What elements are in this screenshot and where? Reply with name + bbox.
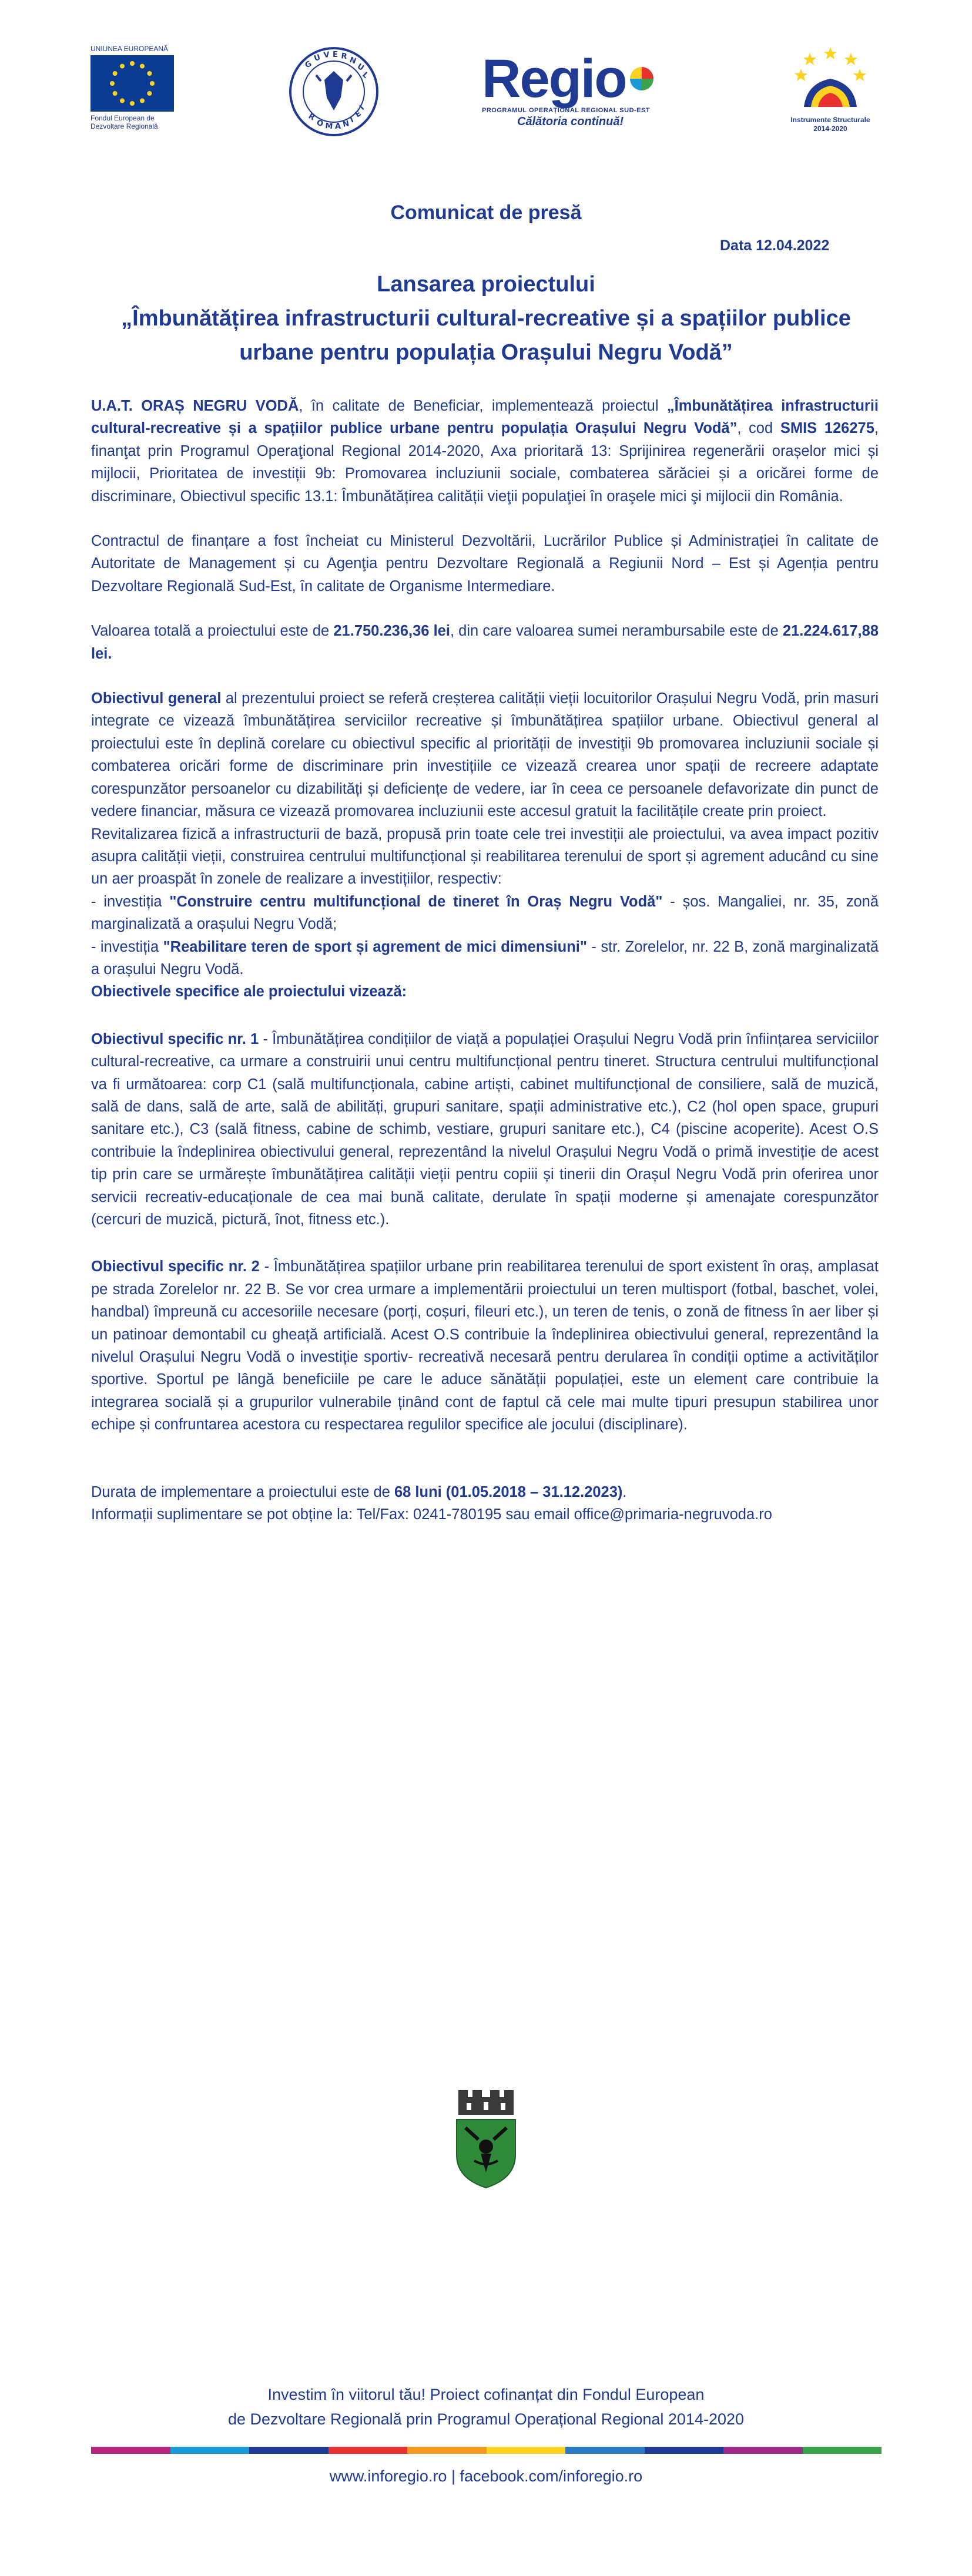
implementation-duration: 68 luni (01.05.2018 – 31.12.2023) — [394, 1483, 623, 1500]
svg-text:O: O — [315, 118, 324, 129]
regio-logo — [482, 49, 682, 134]
color-bar-segment — [803, 2447, 882, 2454]
text-span: - șos. Mangaliei, nr. 35, zonă marginalizată a orașului Negru Vodă; — [91, 893, 879, 933]
paragraph-duration — [91, 1481, 879, 1503]
text-span: , în calitate de Beneficiar, implementează proiectul — [299, 398, 667, 414]
paragraph-investment-1 — [91, 891, 879, 936]
investment-1-name: "Construire centru multifuncțional de tineret în Oraș Negru Vodă" — [169, 893, 663, 910]
regio-wordmark — [482, 49, 682, 109]
footer-links: www.inforegio.ro | facebook.com/inforegio.ro — [329, 2467, 643, 2485]
structural-instruments-icon — [775, 42, 886, 113]
svg-text:Â: Â — [335, 122, 341, 131]
text-span: , din care valoarea sumei nerambursabile este de — [450, 623, 783, 640]
svg-text:E: E — [333, 51, 338, 59]
text-span: - str. Zorelelor, nr. 22 B, zonă marginalizată a orașului Negru Vodă. — [91, 938, 879, 978]
color-bar-segment — [723, 2447, 803, 2454]
paragraph-contact: Informații suplimentare se pot obține la: Tel/Fax: 0241-780195 sau email office@primaria-negruvoda.ro — [91, 1506, 772, 1523]
svg-text:R: R — [340, 52, 348, 62]
specific-objectives-heading: Obiectivele specifice ale proiectului vizează: — [91, 983, 407, 1000]
text-span: Durata de implementare a proiectului este de — [91, 1483, 394, 1500]
color-bar-segment — [487, 2447, 566, 2454]
regio-slogan: Călătoria continuă! — [517, 115, 624, 128]
logos-header — [88, 41, 887, 147]
government-seal — [287, 45, 381, 139]
paragraph-specific-objective-2 — [91, 1255, 879, 1436]
regio-pinwheel-icon — [629, 66, 655, 92]
regio-word-text: Regio — [482, 49, 626, 109]
svg-text:I: I — [358, 103, 367, 112]
svg-text:M: M — [324, 122, 334, 132]
structural-instruments-logo — [775, 42, 886, 142]
text-span: , cod — [737, 420, 780, 437]
beneficiary-name: U.A.T. ORAȘ NEGRU VODĂ — [91, 398, 299, 414]
specific-objective-1-label: Obiectivul specific nr. 1 — [91, 1030, 259, 1047]
color-bar-segment — [565, 2447, 645, 2454]
project-title-line1: Lansarea proiectului — [377, 272, 595, 297]
government-seal-icon — [287, 45, 381, 139]
paragraph-specific-objectives-heading — [91, 980, 879, 1003]
color-bar-segment — [407, 2447, 487, 2454]
text-span: . — [622, 1483, 627, 1500]
regio-subtitle: PROGRAMUL OPERAȚIONAL REGIONAL SUD-EST — [482, 107, 651, 114]
project-name: „Îmbunătățirea infrastructurii cultural-recreative și a spațiilor publice urbane pentru populația Orașului Negru Vodă” — [91, 398, 879, 437]
text-span: - Îmbunătățirea spațiilor urbane prin reabilitarea terenului de sport existent în oraș, amplasat pe strada Zorelelor nr. 22 B. Se vor crea urmare a implementării proiectului un teren multisport (fotbal, baschet, volei, handbal) împreună cu accesoriile necesare (porți, coșuri, fileuri etc.), un teren de tenis, o zonă de fitness în aer liber și un patinoar demontabil cu gheață artificială. Acest O.S contribuie la îndeplinirea obiectivului general, reprezentând la nivelul Orașului Negru Vodă o investiție sportiv- recreativă necesară pentru derularea în condiții optime a activităților sportive. Sportul pe lângă beneficiile pe care le aduce sănătății populației, este un element care contribuie la integrarea socială și a grupurilor vulnerabile ținând cont de faptul că cele mai multe tipuri presupun stabilirea unor echipe și confruntarea acestora cu respectarea regulilor specifice ale jocului (disciplinare). — [91, 1258, 879, 1433]
eu-caption-bottom-1: Fondul European de — [91, 114, 155, 122]
press-release-date: Data 12.04.2022 — [720, 237, 830, 254]
text-span: - investiția — [91, 938, 163, 955]
svg-text:R: R — [307, 112, 317, 123]
color-bar-segment — [645, 2447, 724, 2454]
svg-text:N: N — [342, 119, 350, 129]
footer-line2: de Dezvoltare Regională prin Programul Operațional Regional 2014-2020 — [227, 2410, 745, 2428]
eu-caption-bottom-2: Dezvoltare Regională — [91, 122, 158, 130]
svg-text:N: N — [348, 55, 357, 66]
svg-text:V: V — [323, 51, 330, 60]
footer-cofinancing-text — [0, 2382, 972, 2431]
text-span: al prezentului proiect se referă creșterea calității vieții locuitorilor Orașului Negru Vodă, prin masuri integrate ce vizează îmbunătățirea serviciilor recreative și îmbunătățirea spațiilor urbane. Obiectivul general al proiectului este în deplină corelare cu obiectivul specific al priorității de investiții 9b promovarea incluziunii sociale și combaterea oricări forme de discriminare prin investițiile ce vizează crearea unor spații de recreere adaptate corespunzător persoanelor cu dizabilități și deficiențe de vedere, iar în ceea ce persoanele defavorizate din punct de vedere financiar, măsura ce vizează promovarea incluziunii este accesul gratuit la facilitățile create prin proiect. — [91, 690, 879, 820]
color-bar-segment — [91, 2447, 170, 2454]
svg-text:U: U — [355, 62, 366, 73]
svg-text:U: U — [313, 53, 322, 63]
text-span: Valoarea totală a proiectului este de — [91, 623, 334, 640]
eu-caption-top: UNIUNEA EUROPEANĂ — [91, 45, 169, 53]
project-title-line3: urbane pentru populația Orașului Negru Vodă” — [239, 340, 733, 365]
text-span: - Îmbunătățirea condițiilor de viață a populației Orașului Negru Vodă prin înființarea serviciilor cultural-recreative, ca urmare a construirii unui centru multifuncțional pentru tineret. Structura centrului multifuncțional va fi următoarea: corp C1 (sală multifuncționala, cabine artiști, cabinet multifuncțional de consiliere, sală de muzică, sală de dans, sală de arte, sală de abilități, grupuri sanitare, spații administrative etc.), C2 (hol open space, grupuri sanitare etc.), C3 (sală fitness, cabine de schimb, vestiare, grupuri sanitare etc.), C4 (piscine acoperite). Acest O.S contribuie la îndeplinirea obiectivului general, reprezentând la nivelul Orașului Negru Vodă o primă investiție de acest tip prin care se urmărește îmbunătățirea calității vieții pentru copiii și tinerii din Orașul Negru Vodă prin oferirea unor servicii recreativ-educaționale de cea mai bună calitate, derulate în spații moderne și amenajate corespunzător (cercuri de muzică, pictură, înot, fitness etc.). — [91, 1030, 879, 1228]
total-value: 21.750.236,36 lei — [333, 623, 450, 640]
footer-color-bar — [91, 2447, 881, 2454]
text-span: - investiția — [91, 893, 170, 910]
coat-of-arms-icon — [442, 2085, 530, 2191]
press-release-body — [91, 395, 879, 1526]
svg-text:E: E — [353, 109, 363, 120]
eu-logo — [91, 45, 179, 130]
paragraph-specific-objective-1 — [91, 1028, 879, 1231]
paragraph-beneficiary — [91, 395, 879, 508]
investment-2-name: "Reabilitare teren de sport și agrement de mici dimensiuni" — [163, 938, 587, 955]
non-refundable-value: 21.224.617,88 lei. — [91, 623, 879, 662]
eu-flag-icon — [91, 55, 174, 112]
color-bar-segment — [170, 2447, 250, 2454]
press-release-title: Comunicat de presă — [390, 201, 582, 224]
text-span: , finanţat prin Programul Operaţional Regional 2014-2020, Axa prioritară 13: Sprijinirea regenerării orașelor mici și mijlocii, Prioritatea de investiții 9b: Promovarea incluziunii sociale, combaterea sărăciei și a oricărei forme de discriminare, Obiectivul specific 13.1: Îmbunătățirea calității vieţii populaţiei în oraşele mici şi mijlocii din România. — [91, 420, 879, 505]
paragraph-revitalization: Revitalizarea fizică a infrastructurii de bază, propusă prin toate cele trei investiții ale proiectului, va avea impact pozitiv asupra calității vieții, construirea centrului multifuncțional și reabilitarea terenului de sport și agrement aducând cu sine un aer proaspăt în zonele de realizare a investițiilor, respectiv: — [91, 825, 879, 888]
color-bar-segment — [329, 2447, 408, 2454]
svg-text:G: G — [303, 59, 314, 70]
svg-text:L: L — [360, 70, 370, 80]
paragraph-contract: Contractul de finanțare a fost încheiat cu Ministerul Dezvoltării, Lucrărilor Publice și Administrației în calitate de Autoritate de Management și cu Agenţia pentru Dezvoltare Regională a Regiunii Nord – Est și Agenția pentru Dezvoltare Regională Sud-Est, în calitate de Organisme Intermediare. — [91, 533, 879, 595]
smis-code: SMIS 126275 — [780, 420, 874, 437]
svg-text:I: I — [348, 115, 355, 125]
is-caption-line1: Instrumente Structurale — [790, 116, 870, 124]
specific-objective-2-label: Obiectivul specific nr. 2 — [91, 1258, 260, 1275]
city-coat-of-arms — [442, 2085, 530, 2191]
color-bar-segment — [249, 2447, 329, 2454]
paragraph-investment-2 — [91, 936, 879, 981]
general-objective-label: Obiectivul general — [91, 690, 222, 707]
paragraph-value — [91, 620, 879, 665]
project-title — [88, 267, 884, 370]
footer-line1: Investim în viitorul tău! Proiect cofinanțat din Fondul European — [267, 2386, 705, 2403]
paragraph-general-objective — [91, 687, 879, 822]
is-caption-line2: 2014-2020 — [813, 125, 847, 133]
project-title-line2: „Îmbunătățirea infrastructurii cultural-recreative și a spațiilor publice — [121, 306, 851, 331]
